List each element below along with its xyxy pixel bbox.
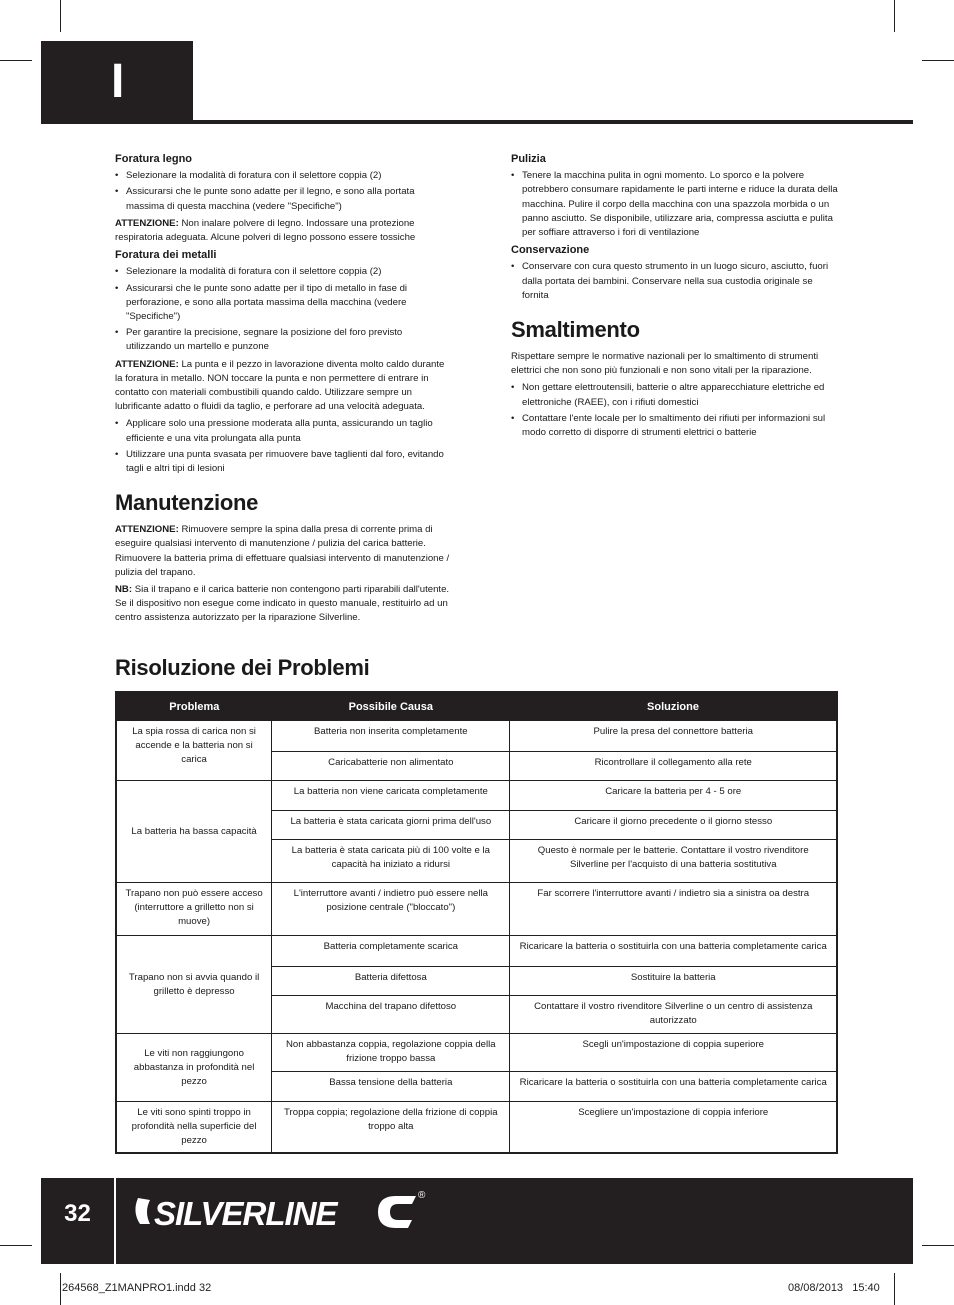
subheading-pulizia: Pulizia bbox=[511, 153, 546, 165]
crop-mark bbox=[60, 1273, 61, 1305]
registered-mark: ® bbox=[418, 1190, 426, 1201]
cause-cell: L'interruttore avanti / indietro può essere nella posizione centrale ("bloccato") bbox=[272, 883, 510, 936]
column-header: Problema bbox=[116, 692, 272, 721]
solution-cell: Ricaricare la batteria o sostituirla con una batteria completamente carica bbox=[510, 936, 837, 967]
heading-manutenzione: Manutenzione bbox=[115, 490, 259, 516]
table-row bbox=[116, 936, 837, 967]
heading-smaltimento: Smaltimento bbox=[511, 317, 640, 343]
problem-cell: La spia rossa di carica non si accende e la batteria non si carica bbox=[116, 721, 272, 781]
file-slug: 264568_Z1MANPRO1.indd 32 bbox=[62, 1282, 212, 1294]
table-header-row bbox=[116, 692, 837, 721]
table-row bbox=[116, 1102, 837, 1154]
header-rule bbox=[41, 120, 913, 124]
list-item: • Assicurarsi che le punte sono adatte per il tipo di metallo in fase di perforazione, e sono alla portata massima della macchina (vedere "Specifiche") bbox=[115, 282, 450, 325]
section-letter: I bbox=[111, 55, 125, 108]
list-item: • Conservare con cura questo strumento in un luogo sicuro, asciutto, fuori dalla portata dei bambini. Conservare nella sua custodia originale se fornita bbox=[511, 260, 841, 303]
problem-cell: La batteria ha bassa capacità bbox=[116, 781, 272, 883]
crop-mark bbox=[922, 60, 954, 61]
note-paragraph bbox=[115, 583, 450, 626]
solution-cell: Contattare il vostro rivenditore Silverline o un centro di assistenza autorizzato bbox=[510, 996, 837, 1034]
troubleshooting-table bbox=[115, 691, 838, 1154]
warning-label: ATTENZIONE: bbox=[115, 217, 179, 229]
silverline-logo bbox=[128, 1186, 438, 1238]
solution-cell: Scegliere un'impostazione di coppia inferiore bbox=[510, 1102, 837, 1154]
solution-cell: Caricare la batteria per 4 - 5 ore bbox=[510, 781, 837, 811]
list-item: • Applicare solo una pressione moderata alla punta, assicurando un taglio efficiente e una vita prolungata alla punta bbox=[115, 417, 450, 445]
cause-cell: Troppa coppia; regolazione della frizione di coppia troppo alta bbox=[272, 1102, 510, 1154]
left-column bbox=[115, 152, 450, 629]
date-slug: 08/08/2013 15:40 bbox=[788, 1282, 880, 1294]
cause-cell: Non abbastanza coppia, regolazione coppia della frizione troppo bassa bbox=[272, 1034, 510, 1072]
bullet-list bbox=[115, 417, 450, 476]
solution-cell: Questo è normale per le batterie. Contattare il vostro rivenditore Silverline per l'acquisto di una batteria sostitutiva bbox=[510, 840, 837, 883]
cause-cell: La batteria è stata caricata giorni prima dell'uso bbox=[272, 811, 510, 840]
cause-cell: La batteria non viene caricata completamente bbox=[272, 781, 510, 811]
cause-cell: Batteria completamente scarica bbox=[272, 936, 510, 967]
heading-troubleshooting: Risoluzione dei Problemi bbox=[115, 655, 370, 680]
warning-label: ATTENZIONE: bbox=[115, 358, 179, 370]
list-item: • Non gettare elettroutensili, batterie o altre apparecchiature elettriche ed elettroniche (RAEE), con i rifiuti domestici bbox=[511, 381, 841, 409]
cause-cell: La batteria è stata caricata più di 100 volte e la capacità ha iniziato a ridursi bbox=[272, 840, 510, 883]
list-item: • Per garantire la precisione, segnare la posizione del foro previsto utilizzando un martello e punzone bbox=[115, 326, 450, 354]
solution-cell: Sostituire la batteria bbox=[510, 967, 837, 996]
list-item: • Assicurarsi che le punte sono adatte per il legno, e sono alla portata massima di questa macchina (vedere "Specifiche") bbox=[115, 185, 450, 213]
bullet-list bbox=[511, 260, 841, 303]
problem-cell: Le viti sono spinti troppo in profondità nella superficie del pezzo bbox=[116, 1102, 272, 1154]
warning-text: Rimuovere sempre la spina dalla presa di corrente prima di eseguire qualsiasi intervento di manutenzione / pulizia del carica batterie. Rimuovere la batteria prima di effettuare qualsiasi intervento di manutenzione / pulizia del trapano. bbox=[115, 524, 450, 578]
list-item: • Tenere la macchina pulita in ogni momento. Lo sporco e la polvere potrebbero consumare rapidamente le parti interne e riduce la durata della macchina. Pulire il corpo della macchina con una spazzola morbida o un panno asciutto. Se disponibile, utilizzare aria, compressa asciutta e pulita per soffiare attraverso i fori di ventilazione bbox=[511, 169, 841, 240]
solution-cell: Scegli un'impostazione di coppia superiore bbox=[510, 1034, 837, 1072]
bullet-list bbox=[115, 265, 450, 354]
logo-wordmark: SILVERLINE bbox=[154, 1195, 337, 1232]
section-tab bbox=[41, 41, 193, 123]
solution-cell: Pulire la presa del connettore batteria bbox=[510, 721, 837, 752]
problem-cell: Trapano non si avvia quando il grilletto è depresso bbox=[116, 936, 272, 1034]
warning-label: ATTENZIONE: bbox=[115, 524, 179, 536]
warning-text: Non inalare polvere di legno. Indossare una protezione respiratoria adeguata. Alcune polveri di legno possono essere tossiche bbox=[115, 217, 416, 244]
cause-cell: Caricabatterie non alimentato bbox=[272, 752, 510, 781]
problem-cell: Le viti non raggiungono abbastanza in profondità nel pezzo bbox=[116, 1034, 272, 1102]
cause-cell: Macchina del trapano difettoso bbox=[272, 996, 510, 1034]
cause-cell: Bassa tensione della batteria bbox=[272, 1072, 510, 1102]
list-item: • Utilizzare una punta svasata per rimuovere bave taglienti dal foro, evitando tagli e altri tipi di lesioni bbox=[115, 448, 450, 476]
intro-paragraph: Rispettare sempre le normative nazionali per lo smaltimento di strumenti elettrici che non sono più funzionali e non sono vitali per la riparazione. bbox=[511, 351, 819, 377]
page-number: 32 bbox=[64, 1200, 91, 1227]
warning-paragraph bbox=[115, 358, 450, 415]
solution-cell: Ricontrollare il collegamento alla rete bbox=[510, 752, 837, 781]
cause-cell: Batteria non inserita completamente bbox=[272, 721, 510, 752]
solution-cell: Caricare il giorno precedente o il giorno stesso bbox=[510, 811, 837, 840]
table-row bbox=[116, 781, 837, 811]
subheading-conservazione: Conservazione bbox=[511, 244, 590, 257]
note-text: Sia il trapano e il carica batterie non contengono parti riparabili dall'utente. Se il dispositivo non esegue come indicato in questo manuale, restituirlo ad un centro assistenza autorizzato per la riparazione Silverline. bbox=[115, 584, 450, 624]
list-item: • Contattare l'ente locale per lo smaltimento dei rifiuti per informazioni sul modo corretto di disporre di strumenti elettrici o batterie bbox=[511, 412, 841, 440]
column-header: Soluzione bbox=[510, 692, 837, 721]
crop-mark bbox=[894, 1273, 895, 1305]
warning-text: La punta e il pezzo in lavorazione diventa molto caldo durante la foratura in metallo. NON toccare la punta e non permettere di entrare in contatto con materiali combustibili quando caldo. Utilizzare sempre un lubrificante adatto o fluidi da taglio, e perforare ad una velocità adeguata. bbox=[115, 358, 445, 413]
crop-mark bbox=[0, 1245, 32, 1246]
bullet-list bbox=[115, 169, 450, 214]
subheading-foratura-metalli: Foratura dei metalli bbox=[115, 249, 217, 262]
crop-mark bbox=[60, 0, 61, 32]
right-column bbox=[511, 152, 841, 443]
cause-cell: Batteria difettosa bbox=[272, 967, 510, 996]
table-row bbox=[116, 721, 837, 752]
bullet-list bbox=[511, 381, 841, 440]
crop-mark bbox=[922, 1245, 954, 1246]
table-row bbox=[116, 1034, 837, 1072]
solution-cell: Far scorrere l'interruttore avanti / indietro sia a sinistra oa destra bbox=[510, 883, 837, 936]
list-item: • Selezionare la modalità di foratura con il selettore coppia (2) bbox=[115, 169, 450, 183]
subheading-foratura-legno: Foratura legno bbox=[115, 153, 193, 165]
list-item: • Selezionare la modalità di foratura con il selettore coppia (2) bbox=[115, 265, 450, 279]
problem-cell: Trapano non può essere acceso (interruttore a grilletto non si muove) bbox=[116, 883, 272, 936]
footer-divider bbox=[114, 1178, 116, 1264]
warning-paragraph bbox=[115, 217, 450, 245]
crop-mark bbox=[894, 0, 895, 32]
table-row bbox=[116, 883, 837, 936]
column-header: Possibile Causa bbox=[272, 692, 510, 721]
crop-mark bbox=[0, 60, 32, 61]
warning-paragraph bbox=[115, 523, 450, 580]
note-label: NB: bbox=[115, 584, 133, 596]
solution-cell: Ricaricare la batteria o sostituirla con una batteria completamente carica bbox=[510, 1072, 837, 1102]
bullet-list bbox=[511, 169, 841, 240]
